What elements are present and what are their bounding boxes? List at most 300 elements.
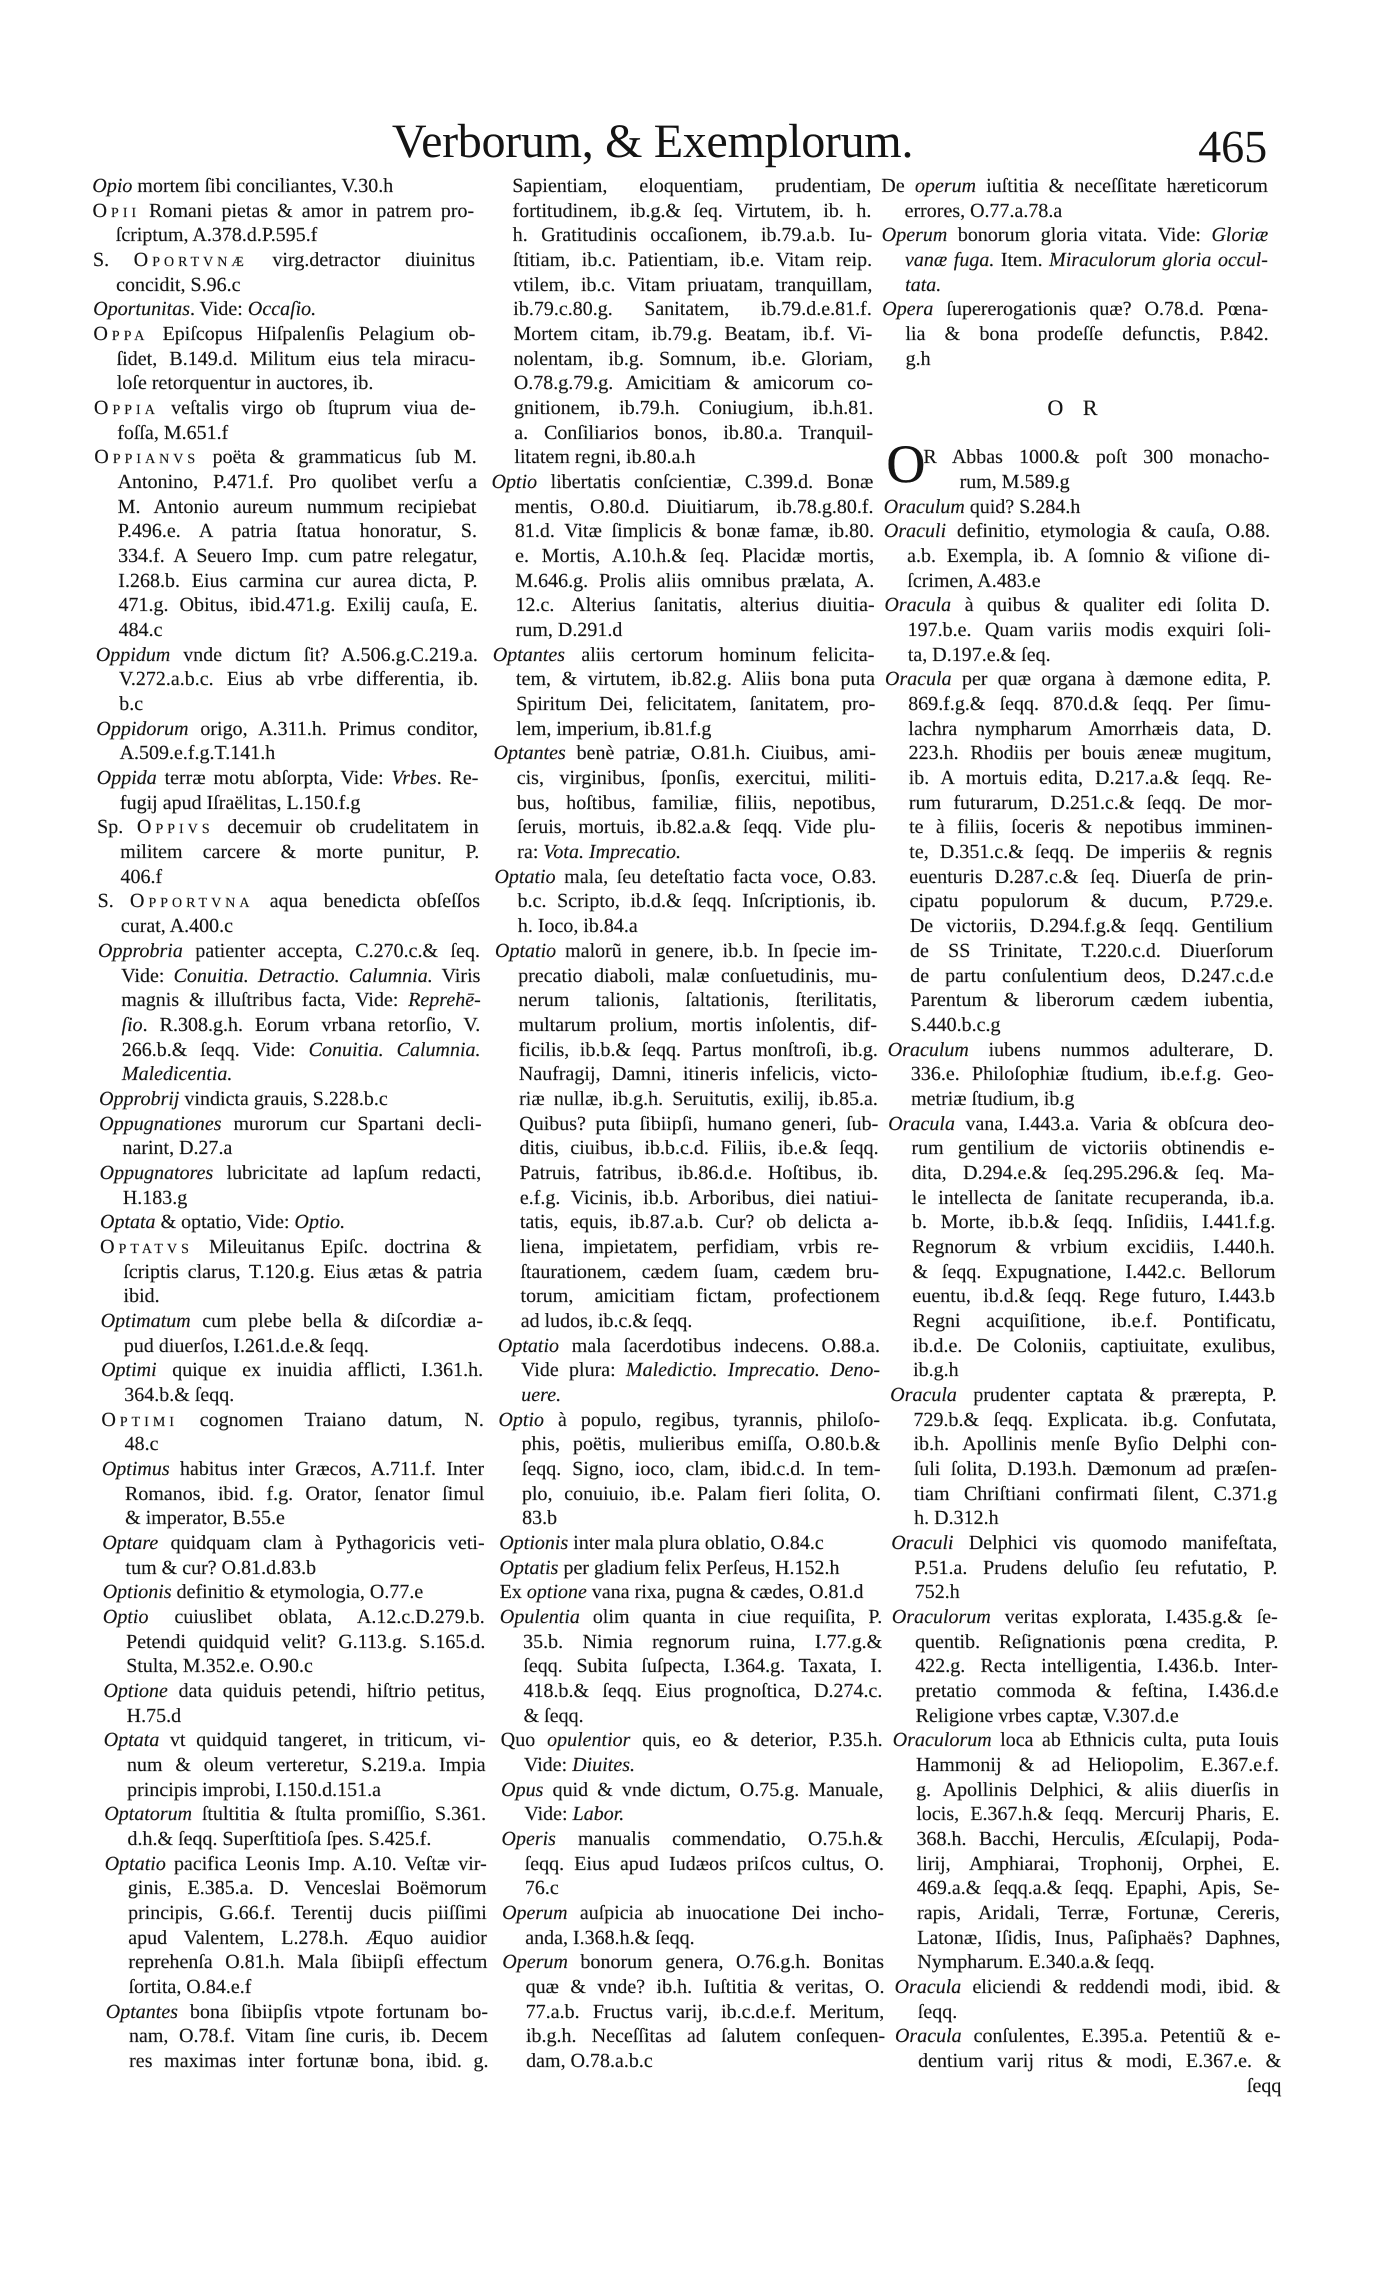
index-line: [885, 717, 1271, 742]
line-text: Optio cuiuslibet oblata, A.12.c.D.279.b.: [102, 1605, 485, 1628]
index-line: [94, 371, 476, 396]
line-text: Regnorum & vrbium excidiis, I.440.h.: [912, 1235, 1275, 1258]
index-line: [885, 618, 1271, 643]
line-text: ra: Vota. Imprecatio.: [517, 841, 681, 864]
index-line: [881, 199, 1267, 224]
line-text: narint, D.27.a: [122, 1137, 233, 1160]
index-line: [895, 2024, 1281, 2049]
index-entry: [100, 1210, 482, 1235]
index-line: [886, 815, 1272, 840]
line-text: Optatorum ſtultitia & ſtulta promiſſio, S.361.: [104, 1803, 487, 1826]
line-text: Optantes aliis certorum hominum felicita-: [492, 643, 875, 666]
line-text: 83.b: [522, 1507, 558, 1530]
line-text: Oppidum vnde dictum ſit? A.506.g.C.219.a.: [95, 643, 478, 666]
line-text: 368.h. Bacchi, Herculis, Æſculapij, Poda-: [916, 1828, 1280, 1851]
index-line: [95, 544, 477, 569]
italic-term: Optatio: [494, 939, 557, 962]
index-entry: [502, 1950, 885, 2073]
index-line: [888, 1087, 1274, 1112]
line-text: pud diuerſos, I.261.d.e.& ſeqq.: [123, 1334, 369, 1357]
index-line: [885, 643, 1271, 668]
index-entry: [101, 1358, 483, 1407]
line-text: Opio mortem ſibi conciliantes, V.30.h: [92, 175, 394, 197]
italic-term: Maledicentia.: [121, 1063, 233, 1086]
index-line: [105, 1950, 487, 1975]
index-line: [886, 840, 1272, 865]
index-line: [105, 1852, 487, 1877]
line-text: Operum bonorum genera, O.76.g.h. Bonitas: [502, 1951, 885, 1974]
index-line: [492, 519, 874, 544]
index-line: [496, 1038, 878, 1063]
italic-term: Oracula: [884, 594, 952, 617]
index-line: [887, 1013, 1273, 1038]
line-text: g.h: [905, 347, 931, 370]
index-line: [888, 1038, 1274, 1063]
line-text: 752.h: [914, 1581, 960, 1604]
line-text: rum gentilium de victoriis obtinendis e-: [911, 1137, 1275, 1160]
line-text: Opprobrij vindicta grauis, S.228.b.c: [98, 1087, 388, 1110]
line-text: a. Conſiliarios bonos, ib.80.a. Tranquil-: [514, 421, 874, 444]
index-line: [497, 1161, 879, 1186]
italic-term: Optionis: [102, 1581, 172, 1604]
line-text: Opus quid & vnde dictum, O.75.g. Manuale,: [501, 1778, 884, 1801]
index-line: [501, 1778, 883, 1803]
index-line: [93, 273, 475, 298]
drop-cap: O: [886, 434, 926, 495]
index-line: [494, 865, 876, 890]
line-text: Oraculorum loca ab Ethnicis culta, puta Iouis: [892, 1729, 1279, 1752]
index-entry: [891, 1531, 1278, 1605]
index-line: [93, 248, 475, 273]
line-text: b.c: [119, 693, 144, 716]
line-text: 869.f.g.& ſeqq. 870.d.& ſeqq. Per ſimu-: [908, 693, 1271, 716]
index-entry: [102, 1531, 484, 1580]
index-line: [105, 1926, 487, 1951]
index-line: [491, 371, 873, 396]
line-text: lirij, Amphiarai, Trophonij, Orphei, E.: [916, 1852, 1280, 1875]
index-entry: [493, 741, 876, 864]
italic-term: Optantes: [105, 2000, 179, 2023]
line-text: principis improbi, I.150.d.151.a: [127, 1778, 382, 1801]
index-line: [895, 2074, 1281, 2099]
italic-term: Vrbes: [391, 767, 437, 790]
index-entry: [493, 643, 876, 742]
index-entry: [888, 1038, 1275, 1112]
index-line: [101, 1432, 483, 1457]
index-line: [493, 618, 875, 643]
line-text: Optatio mala ſacerdotibus indecens. O.88.a.: [497, 1334, 880, 1357]
index-line: [104, 1827, 486, 1852]
line-text: O.78.g.79.g. Amicitiam & amicorum co-: [513, 372, 873, 395]
index-line: [98, 939, 480, 964]
line-text: metriæ ſtudium, ib.g: [910, 1087, 1075, 1110]
line-text: ib. A mortuis edita, D.217.a.& ſeqq. Re-: [908, 767, 1272, 790]
line-text: 422.g. Recta intelligentia, I.436.b. Inter-: [915, 1655, 1279, 1678]
index-line: [498, 1358, 880, 1383]
index-entry: [98, 889, 480, 938]
index-entry: [491, 470, 874, 643]
index-line: [92, 199, 474, 224]
index-line: [95, 495, 477, 520]
index-entry: [499, 1531, 881, 1556]
index-line: [892, 1580, 1278, 1605]
index-line: [104, 1753, 486, 1778]
index-line: [495, 1013, 877, 1038]
index-line: [502, 1926, 884, 1951]
line-text: liena, impietatem, perfidiam, vrbis re-: [520, 1235, 880, 1258]
index-line: [492, 544, 874, 569]
index-entry: [92, 174, 474, 199]
index-line: [102, 1482, 484, 1507]
line-text: Oraculorum veritas explorata, I.435.g.& ſe-: [891, 1605, 1278, 1628]
index-entry: [101, 1408, 483, 1457]
line-text: loſe retorquentur in auctores, ib.: [116, 372, 374, 395]
line-text: Optata & optatio, Vide: Optio.: [99, 1211, 346, 1234]
line-text: res maximas inter fortunæ bona, ibid. g.: [129, 2050, 489, 2073]
index-line: [101, 1383, 483, 1408]
index-line: [497, 1284, 879, 1309]
line-text: ib.h. Apollinis menſe Byſio Delphi con-: [913, 1433, 1277, 1456]
index-line: [103, 1605, 485, 1630]
line-text: ib.d.e. De Coloniis, captiuitate, exulibus,: [912, 1334, 1276, 1357]
line-text: Opii Romani pietas & amor in patrem pro-: [92, 199, 475, 222]
line-text: tatis, equis, ib.87.a.b. Cur? ob delicta a-: [519, 1211, 879, 1234]
line-text: Sp. Oppivs decemuir ob crudelitatem in: [96, 816, 479, 839]
index-line: [502, 1950, 884, 1975]
index-line: [884, 593, 1270, 618]
index-entry: [96, 717, 478, 766]
index-line: [887, 964, 1273, 989]
index-line: [895, 2000, 1281, 2025]
line-text: 334.f. A Seuero Imp. cum patre relegatur,: [117, 545, 478, 568]
page-number: 465: [1197, 121, 1268, 172]
index-line: [99, 1087, 481, 1112]
index-line: [886, 766, 1272, 791]
line-text: ſuli ſolita, D.193.h. Dæmonum ad præſen-: [913, 1457, 1277, 1480]
line-text: Stulta, M.352.e. O.90.c: [126, 1655, 313, 1678]
index-entry: [93, 248, 475, 297]
smallcaps-name: Oppa: [93, 323, 149, 346]
index-entry: [103, 1679, 485, 1728]
italic-term: Optatio: [494, 865, 556, 888]
line-text: vtilem, ib.c. Vitam priuatam, tranquillam,: [513, 273, 873, 296]
line-text: Oracula vana, I.443.a. Varia & obſcura deo-: [888, 1112, 1275, 1135]
line-text: Quo opulentior quis, eo & deterior, P.35.h.: [500, 1729, 883, 1752]
index-entry: [894, 1975, 1280, 2024]
line-text: rapis, Aridali, Terræ, Fortunæ, Cereris,: [916, 1902, 1280, 1925]
index-entry: [93, 322, 476, 396]
section-heading: O R: [1047, 395, 1105, 421]
index-entry: [100, 1161, 482, 1210]
index-entry: [99, 1112, 481, 1161]
line-text: Oraculum iubens nummos adulterare, D.: [887, 1038, 1274, 1061]
line-text: Religione vrbes captæ, V.307.d.e: [915, 1704, 1179, 1727]
line-text: ſeqq. Subita ſuſpecta, I.364.g. Taxata, I.: [523, 1655, 883, 1678]
line-text: 77.a.b. Fructus varij, ib.c.d.e.f. Meritum,: [525, 2000, 885, 2023]
line-text: gnitionem, ib.79.h. Coniugium, ib.h.81.: [513, 397, 874, 420]
index-line: [96, 717, 478, 742]
italic-term: Oraculorum: [891, 1605, 991, 1628]
line-text: Optantes bona ſibiipſis vtpote fortunam bo-: [105, 2000, 489, 2023]
italic-term: Vota. Imprecatio.: [543, 841, 681, 864]
line-text: 406.f: [120, 865, 163, 888]
index-line: [891, 1556, 1277, 1581]
index-entry: [892, 1605, 1279, 1728]
line-text: ſtitiam, ib.c. Patientiam, ib.e. Vitam reip.: [512, 249, 873, 272]
italic-term: uere.: [521, 1383, 562, 1406]
line-text: & ſeqq. Expugnatione, I.442.c. Bellorum: [912, 1260, 1276, 1283]
line-text: tiam Chriſtiani confirmati ſilent, C.371.g: [913, 1482, 1277, 1505]
line-text: 81.d. Vitæ ſimplicis & bonæ famæ, ib.80.: [514, 520, 875, 543]
smallcaps-name: Oportvnæ: [133, 249, 248, 272]
line-text: rum, D.291.d: [515, 619, 623, 642]
index-line: [887, 988, 1273, 1013]
index-line: [105, 1901, 487, 1926]
line-text: foſſa, M.651.f: [117, 421, 229, 444]
index-line: [99, 1136, 481, 1161]
index-line: [502, 1876, 884, 1901]
line-text: ſeqq.: [917, 2000, 958, 2023]
line-text: Quibus? puta ſibiipſi, humano generi, ſub-: [519, 1112, 879, 1135]
index-line: [494, 766, 876, 791]
line-text: Spiritum Dei, felicitatem, ſanitatem, pro-: [516, 693, 876, 716]
italic-term: Optatio: [497, 1334, 560, 1357]
index-line: [103, 1630, 485, 1655]
line-text: Parentum & liberorum cædem iubentia,: [910, 989, 1274, 1012]
index-line: [94, 347, 476, 372]
index-line: [497, 1210, 879, 1235]
index-entry: [100, 1235, 483, 1309]
italic-term: Optatis: [499, 1556, 559, 1579]
italic-term: Optatorum: [104, 1803, 193, 1826]
line-text: de SS Trinitate, T.220.c.d. Diuerſorum: [909, 939, 1274, 962]
line-text: ſcriptis clarus, T.120.g. Eius ætas & patria: [123, 1260, 483, 1283]
line-text: Optantes benè patriæ, O.81.h. Ciuibus, ami-: [493, 742, 876, 765]
index-line: [497, 1186, 879, 1211]
line-text: 197.b.e. Quam variis modis exquiri ſoli-: [907, 619, 1271, 642]
italic-term: Operum: [501, 1902, 568, 1925]
index-line: [94, 445, 476, 470]
line-text: ſeqq. Eius apud Iudæos priſcos cultus, O.: [524, 1852, 885, 1875]
index-line: [882, 248, 1268, 273]
index-line: [502, 1852, 884, 1877]
index-line: [493, 717, 875, 742]
index-line: [884, 544, 1270, 569]
index-line: [500, 1580, 882, 1605]
index-line: [894, 1975, 1280, 2000]
line-text: Operum bonorum gloria vitata. Vide: Gloriæ: [881, 224, 1269, 247]
line-text: 48.c: [124, 1433, 159, 1456]
index-line: [888, 1136, 1274, 1161]
line-text: H.183.g: [122, 1186, 188, 1209]
italic-term: Opulentia: [499, 1605, 580, 1628]
index-line: [893, 1778, 1279, 1803]
line-text: h. Gratitudinis occaſionem, ib.79.a.b. Iu-: [512, 224, 873, 247]
line-text: multarum prolium, mortis inſolentis, dif-: [518, 1013, 878, 1036]
index-line: [881, 174, 1267, 199]
line-text: ta, D.197.e.& ſeq.: [907, 643, 1051, 666]
italic-term: tata.: [905, 273, 942, 296]
index-line: [491, 347, 873, 372]
index-line: [493, 741, 875, 766]
line-text: Vide: Labor.: [524, 1803, 625, 1826]
line-text: lia & bona prodeſſe defunctis, P.842.: [905, 323, 1269, 346]
line-text: a.b. Exempla, ib. A ſomnio & viſione di-: [906, 545, 1270, 568]
index-line: [99, 1062, 481, 1087]
index-line: [96, 667, 478, 692]
line-text: Opulentia olim quanta in ciue requiſita, P.: [499, 1605, 883, 1628]
index-entry: [882, 297, 1269, 371]
index-entry: [884, 519, 1271, 593]
index-entry: [500, 1580, 882, 1605]
line-text: Petendi quidquid velit? G.113.g. S.165.d.: [125, 1630, 486, 1653]
line-text: fortitudinem, ib.g.& ſeq. Virtutem, ib. h.: [512, 199, 872, 222]
index-line: [97, 791, 479, 816]
line-text: errores, O.77.a.78.a: [904, 199, 1063, 222]
index-line: [498, 1334, 880, 1359]
index-entry: [97, 766, 479, 815]
index-line: [882, 223, 1268, 248]
index-line: [489, 174, 871, 199]
index-line: [499, 1506, 881, 1531]
index-entry: [499, 1556, 881, 1581]
index-line: [895, 2049, 1281, 2074]
index-entry: [882, 223, 1269, 297]
line-text: ibid.: [123, 1285, 160, 1308]
index-line: [500, 1704, 882, 1729]
line-text: Optimi quique ex inuidia afflicti, I.361.h.: [100, 1359, 484, 1382]
index-line: [502, 1901, 884, 1926]
index-line: [882, 273, 1268, 298]
line-text: ib.79.c.80.g. Sanitatem, ib.79.d.e.81.f.: [513, 298, 872, 321]
line-text: quentib. Reſignationis pœna credita, P.: [914, 1630, 1279, 1653]
smallcaps-name: Optimi: [101, 1408, 179, 1431]
italic-term: Reprehē-: [408, 989, 481, 1012]
index-line: [892, 1704, 1278, 1729]
index-line: [102, 1506, 484, 1531]
index-line: [492, 495, 874, 520]
line-text: Patruis, fatribus, ib.86.d.e. Hoſtibus, ib.: [519, 1161, 879, 1184]
index-column-3: [881, 174, 1281, 2098]
index-line: [500, 1654, 882, 1679]
index-entry: [105, 1852, 488, 2000]
line-text: ſcrimen, A.483.e: [907, 569, 1041, 592]
line-text: Optatio malorũ in genere, ib.b. In ſpecie im-: [494, 939, 878, 962]
italic-term: Oracula: [890, 1383, 957, 1406]
index-line: [894, 1950, 1280, 1975]
index-line: [105, 1876, 487, 1901]
index-line: [100, 1235, 482, 1260]
index-entry: [884, 593, 1271, 667]
index-line: [104, 1728, 486, 1753]
italic-term: Optio: [491, 471, 538, 494]
index-line: [101, 1309, 483, 1334]
line-text: Optimatum cum plebe bella & diſcordiæ a-: [100, 1309, 484, 1332]
line-text: ſortita, O.84.e.f: [128, 1976, 252, 1999]
line-text: anda, I.368.h.& ſeqq.: [525, 1926, 695, 1949]
index-line: [98, 914, 480, 939]
line-text: ginis, E.385.a. D. Venceslai Boëmorum: [127, 1877, 487, 1900]
index-line: [894, 1876, 1280, 1901]
italic-term: Optata: [99, 1211, 156, 1234]
index-line: [499, 1482, 881, 1507]
index-entry: [98, 939, 481, 1087]
italic-term: Oppugnatores: [99, 1161, 214, 1184]
line-text: plo, conuiuio, ib.e. Palam fieri ſolita, O.: [521, 1482, 881, 1505]
index-entry: [895, 2024, 1282, 2098]
index-line: [497, 1235, 879, 1260]
line-text: V.272.a.b.c. Eius ab vrbe differentia, ib.: [118, 668, 479, 691]
italic-term: Opio: [92, 175, 133, 197]
italic-term: Oppidorum: [96, 717, 189, 740]
index-line: [95, 569, 477, 594]
index-entry: [884, 495, 1270, 520]
index-line: [503, 2000, 885, 2025]
index-line: [893, 1802, 1279, 1827]
line-text: 364.b.& ſeqq.: [124, 1383, 235, 1406]
line-text: euenturis D.287.c.& ſeq. Diuerſa de prin-: [909, 865, 1273, 888]
index-line: [100, 1260, 482, 1285]
index-line: [891, 1531, 1277, 1556]
index-line: [883, 445, 1269, 470]
line-text: magnis & illuſtribus facta, Vide: Reprehē-: [121, 989, 481, 1012]
index-entry: [103, 1605, 486, 1679]
line-text: Vide: Diuites.: [523, 1754, 636, 1776]
line-text: P.51.a. Prudens deluſio ſeu refutatio, P.: [914, 1556, 1278, 1579]
line-text: nam, O.78.f. Vitam ſine curis, ib. Decem: [128, 2025, 489, 2048]
index-entry: [99, 1087, 481, 1112]
line-text: Sapientiam, eloquentiam, prudentiam,: [512, 175, 872, 197]
line-text: Oppa Epiſcopus Hiſpalenſis Pelagium ob-: [93, 323, 476, 346]
italic-term: Opera: [882, 298, 934, 321]
line-text: S. Opportvna aqua benedicta obſeſſos: [97, 890, 481, 913]
index-line: [98, 988, 480, 1013]
index-line: [500, 1679, 882, 1704]
index-line: [495, 939, 877, 964]
line-text: Oppidorum origo, A.311.h. Primus conditor,: [96, 717, 479, 740]
italic-term: Occaſio.: [247, 298, 317, 321]
index-entry: [489, 174, 873, 470]
index-line: [101, 1408, 483, 1433]
italic-term: Optio: [498, 1408, 545, 1431]
line-text: b.c. Scripto, ib.d.& ſeqq. Inſcriptionis, ib.: [517, 890, 877, 913]
line-text: bus, hoſtibus, familiæ, filiis, nepotibus,: [516, 791, 876, 814]
line-text: 729.b.& ſeqq. Explicata. ib.g. Confutata,: [913, 1408, 1277, 1431]
index-line: [892, 1630, 1278, 1655]
line-text: mentis, O.80.d. Diuitiarum, ib.78.g.80.f.: [514, 495, 874, 518]
index-line: [499, 1457, 881, 1482]
italic-term: Optare: [102, 1531, 159, 1554]
line-text: Oraculi Delphici vis quomodo manifeſtata,: [891, 1531, 1278, 1554]
line-text: Oracula prudenter captata & prærepta, P.: [890, 1383, 1277, 1406]
line-text: ſeqq: [1246, 2074, 1282, 2097]
index-line: [102, 1457, 484, 1482]
index-entry: [94, 445, 477, 642]
index-line: [890, 1334, 1276, 1359]
index-line: [106, 2000, 488, 2025]
line-text: Oraculum quid? S.284.h: [883, 495, 1081, 518]
line-text: e. Mortis, A.10.h.& ſeq. Placidæ mortis,: [514, 545, 875, 568]
index-line: [96, 692, 478, 717]
line-text: I.268.b. Eius carmina cur aurea dicta, P.: [118, 569, 478, 592]
italic-term: Operum: [502, 1951, 569, 1974]
index-line: [889, 1161, 1275, 1186]
italic-term: operum: [914, 175, 977, 197]
index-line: [890, 1309, 1276, 1334]
line-text: Oppida terræ motu abſorpta, Vide: Vrbes. Re-: [96, 767, 479, 790]
index-line: [500, 1605, 882, 1630]
index-line: [498, 1432, 880, 1457]
